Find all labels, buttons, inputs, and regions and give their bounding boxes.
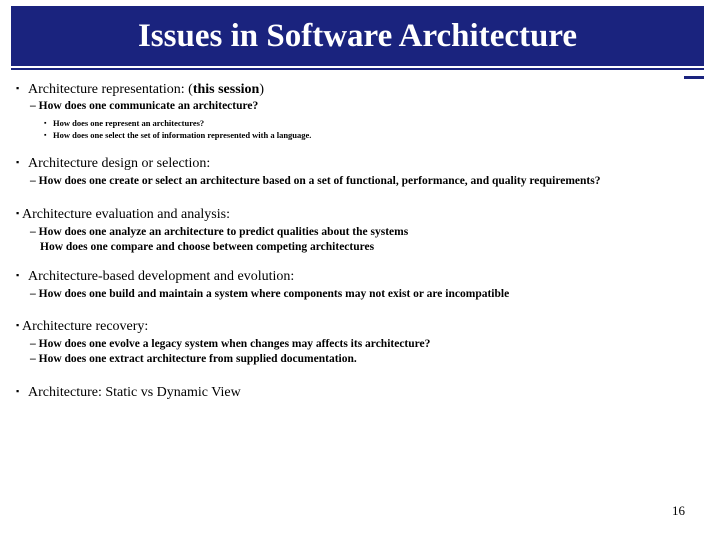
bullet-icon: ▪ bbox=[44, 131, 47, 139]
bullet-icon: ▪ bbox=[16, 270, 20, 280]
bullet-icon: ▪ bbox=[16, 386, 20, 396]
section-heading: Architecture recovery: bbox=[22, 319, 149, 334]
section-heading: Architecture evaluation and analysis: bbox=[22, 207, 230, 222]
bullet-icon: ▪ bbox=[16, 320, 20, 330]
title-underline bbox=[11, 68, 704, 70]
page-number: 16 bbox=[672, 503, 685, 518]
section-heading: Architecture-based development and evolution: bbox=[28, 269, 295, 284]
sub-point: – How does one build and maintain a system where components may not exist or are incompatible bbox=[30, 288, 510, 300]
section-heading-emphasis: this session bbox=[192, 82, 260, 97]
section-heading: Architecture: Static vs Dynamic View bbox=[28, 385, 241, 400]
bullet-icon: ▪ bbox=[16, 83, 20, 93]
sub-point: – How does one analyze an architecture to predict qualities about the systems bbox=[30, 226, 409, 238]
section-recovery bbox=[16, 317, 430, 367]
title-underline-tab bbox=[684, 76, 704, 79]
sub-point: – How does one create or select an architecture based on a set of functional, performance, and quality requirements? bbox=[30, 175, 601, 187]
bullet-icon: ▪ bbox=[16, 208, 20, 218]
sub-point: – How does one evolve a legacy system when changes may affects its architecture? bbox=[30, 338, 431, 350]
section-development bbox=[16, 267, 509, 302]
section-representation bbox=[16, 80, 311, 141]
sub-point: – How does one communicate an architecture? bbox=[30, 100, 259, 112]
bullet-icon: ▪ bbox=[16, 157, 20, 167]
section-views bbox=[16, 383, 241, 401]
subsub-point: ▪ How does one select the set of information represented with a language. bbox=[44, 130, 312, 140]
sub-point: How does one compare and choose between competing architectures bbox=[40, 241, 375, 253]
title-bar bbox=[11, 6, 704, 66]
section-heading: Architecture design or selection: bbox=[28, 156, 211, 171]
section-design bbox=[16, 154, 600, 189]
section-evaluation bbox=[16, 205, 408, 255]
section-heading-close: ) bbox=[259, 82, 265, 97]
bullet-icon: ▪ bbox=[44, 119, 47, 127]
sub-point: – How does one extract architecture from supplied documentation. bbox=[30, 353, 357, 365]
slide-title: Issues in Software Architecture bbox=[137, 17, 578, 54]
subsub-point: ▪ How does one represent an architectures? bbox=[44, 118, 205, 128]
section-heading: Architecture representation: ( bbox=[28, 82, 193, 97]
